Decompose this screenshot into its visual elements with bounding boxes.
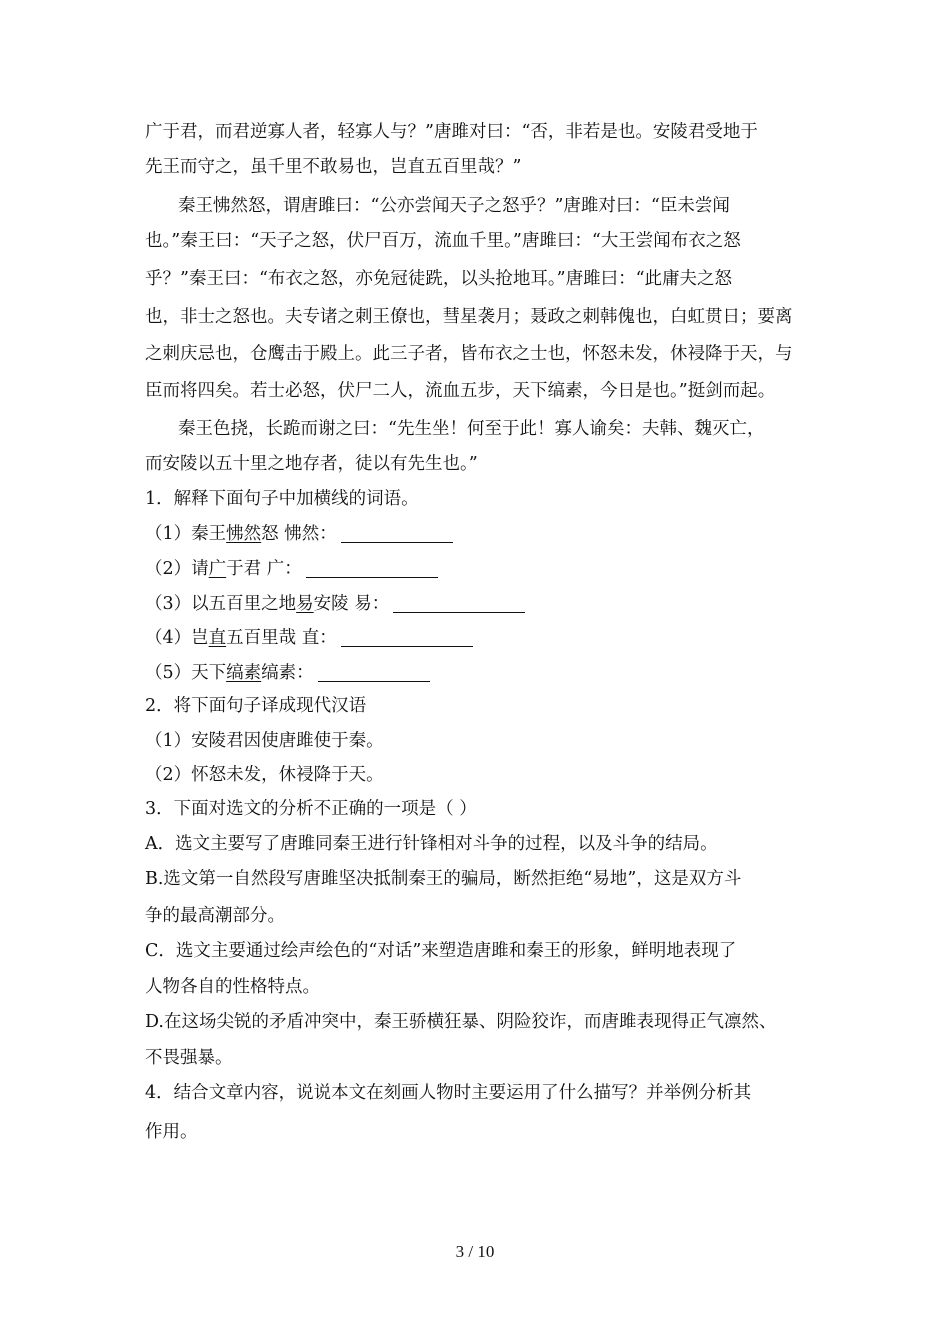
question-title: 2．将下面句子译成现代汉语 — [145, 696, 367, 716]
page-number: 3 / 10 — [455, 1242, 495, 1261]
item-text: （1）秦王 — [145, 524, 227, 544]
passage-line: 先王而守之，虽千里不敢易也，岂直五百里哉？” — [145, 157, 522, 177]
item-text: 安陵 易： — [313, 594, 390, 614]
passage-line: 乎？”秦王曰：“布衣之怒，亦免冠徒跣，以头抢地耳。”唐雎曰：“此庸夫之怒 — [145, 269, 733, 289]
option-b-cont: 争的最高潮部分。 — [145, 906, 285, 926]
item-text: （3）以五百里之地 — [145, 594, 297, 614]
question-item — [145, 626, 473, 650]
passage-line: 广于君，而君逆寡人者，轻寡人与？”唐雎对曰：“否，非若是也。安陵君受地于 — [145, 122, 758, 142]
answer-blank[interactable] — [341, 628, 473, 647]
answer-blank[interactable] — [306, 559, 438, 578]
underlined-word: 易 — [296, 594, 314, 614]
question-item — [145, 661, 430, 685]
option-d-cont: 不畏强暴。 — [145, 1048, 233, 1068]
passage-line: 之刺庆忌也，仓鹰击于殿上。此三子者，皆布衣之士也，怀怒未发，休祲降于天，与 — [145, 344, 793, 364]
option-b: B.选文第一自然段写唐雎坚决抵制秦王的骗局，断然拒绝“易地”，这是双方斗 — [145, 869, 742, 889]
question-title-cont: 作用。 — [145, 1122, 198, 1142]
passage-line: 臣而将四矣。若士必怒，伏尸二人，流血五步，天下缟素，今日是也。”挺剑而起。 — [145, 381, 776, 401]
question-item: （2）怀怒未发，休祲降于天。 — [145, 765, 384, 785]
option-a: A．选文主要写了唐雎同秦王进行针锋相对斗争的过程，以及斗争的结局。 — [145, 834, 718, 854]
item-text: （5）天下 — [145, 663, 227, 683]
question-item: （1）安陵君因使唐雎使于秦。 — [145, 731, 384, 751]
option-c-cont: 人物各自的性格特点。 — [145, 977, 320, 997]
question-title: 4．结合文章内容，说说本文在刻画人物时主要运用了什么描写？并举例分析其 — [145, 1083, 752, 1103]
item-text: （2）请 — [145, 559, 209, 579]
passage-line: 也。”秦王曰：“天子之怒，伏尸百万，流血千里。”唐雎曰：“大王尝闻布衣之怒 — [145, 231, 741, 251]
question-item — [145, 592, 525, 616]
item-text: （4）岂 — [145, 628, 209, 648]
passage-line: 也，非士之怒也。夫专诸之刺王僚也，彗星袭月；聂政之刺韩傀也，白虹贯日；要离 — [145, 307, 793, 327]
passage-line: 秦王怫然怒，谓唐雎曰：“公亦尝闻天子之怒乎？”唐雎对曰：“臣未尝闻 — [178, 196, 730, 216]
underlined-word: 怫然 — [226, 524, 262, 544]
question-title: 1．解释下面句子中加横线的词语。 — [145, 489, 419, 509]
passage-line: 秦王色挠，长跪而谢之曰：“先生坐！何至于此！寡人谕矣：夫韩、魏灭亡， — [178, 419, 765, 439]
item-text: 五百里哉 直： — [226, 628, 337, 648]
answer-blank[interactable] — [393, 594, 525, 613]
underlined-word: 直 — [208, 628, 227, 648]
option-d: D.在这场尖锐的矛盾冲突中，秦王骄横狂暴、阴险狡诈，而唐雎表现得正气凛然、 — [145, 1012, 777, 1032]
question-item — [145, 522, 453, 546]
answer-blank[interactable] — [318, 663, 430, 682]
underlined-word: 缟素 — [226, 663, 262, 683]
item-text: 缟素： — [261, 663, 314, 683]
item-text: 怒 怫然： — [261, 524, 337, 544]
item-text: 于君 广： — [226, 559, 302, 579]
option-c: C．选文主要通过绘声绘色的“对话”来塑造唐雎和秦王的形象，鲜明地表现了 — [145, 941, 737, 961]
underlined-word: 广 — [208, 559, 227, 579]
passage-line: 而安陵以五十里之地存者，徒以有先生也。” — [145, 454, 478, 474]
question-title: 3．下面对选文的分析不正确的一项是（ ） — [145, 799, 477, 819]
answer-blank[interactable] — [341, 524, 453, 543]
question-item — [145, 557, 438, 581]
